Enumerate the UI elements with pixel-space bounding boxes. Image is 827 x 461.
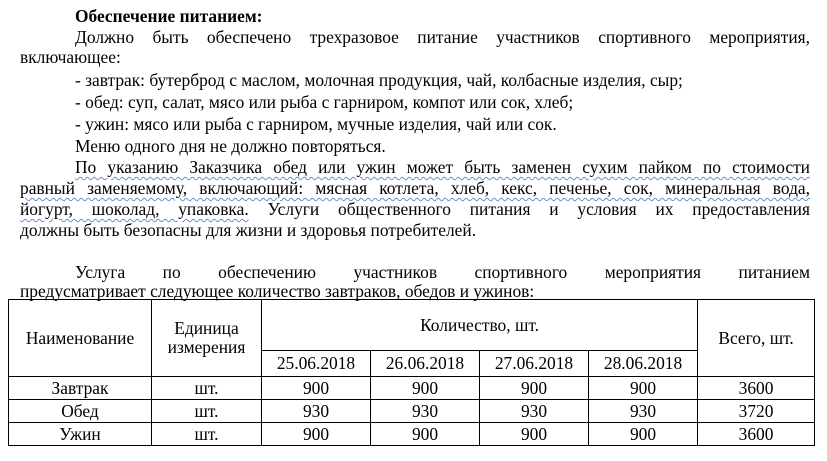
row-name: Обед <box>9 400 152 423</box>
spellcheck-underline: йогурт, шоколад, упаковка. <box>20 199 249 219</box>
menu-note: Меню одного дня не должно повторяться. <box>75 136 386 156</box>
paragraph-text: Услуги общественного питания и условия их предоставления <box>248 199 810 219</box>
row-value: 900 <box>480 377 589 400</box>
row-name: Завтрак <box>9 377 152 400</box>
header-total: Всего, шт. <box>698 300 815 377</box>
spellcheck-underline: По указанию Заказчика обед или ужин может быть заменен сухим пайком по стоимости <box>75 157 810 177</box>
row-unit: шт. <box>152 423 262 446</box>
row-value: 930 <box>589 400 698 423</box>
row-value: 930 <box>371 400 480 423</box>
table-row <box>9 377 815 400</box>
row-total: 3600 <box>698 423 815 446</box>
table-row <box>9 400 815 423</box>
row-name: Ужин <box>9 423 152 446</box>
list-item-dinner: - ужин: мясо или рыба с гарниром, мучные изделия, чай или сок. <box>75 114 557 134</box>
header-date: 27.06.2018 <box>480 351 589 377</box>
paragraph-line <box>20 178 810 198</box>
header-date: 28.06.2018 <box>589 351 698 377</box>
row-value: 900 <box>589 423 698 446</box>
paragraph-line: Услуга по обеспечению участников спортивного мероприятия питанием <box>75 262 810 282</box>
header-name: Наименование <box>9 300 152 377</box>
row-total: 3720 <box>698 400 815 423</box>
paragraph-line: Должно быть обеспечено трехразовое питание участников спортивного мероприятия, <box>75 27 810 47</box>
spellcheck-underline: равный заменяемому, включающий: мясная котлета, хлеб, кекс, печенье, сок, минеральная вода, <box>20 178 810 198</box>
row-value: 930 <box>262 400 371 423</box>
paragraph-line: включающее: <box>20 47 121 67</box>
row-total: 3600 <box>698 377 815 400</box>
paragraph-line <box>20 199 810 219</box>
row-value: 900 <box>371 423 480 446</box>
row-value: 900 <box>480 423 589 446</box>
header-date: 26.06.2018 <box>371 351 480 377</box>
list-item-breakfast: - завтрак: бутерброд с маслом, молочная продукция, чай, колбасные изделия, сыр; <box>75 70 683 90</box>
section-heading: Обеспечение питанием: <box>75 6 263 26</box>
row-value: 900 <box>262 377 371 400</box>
paragraph-line: должны быть безопасны для жизни и здоровья потребителей. <box>20 220 477 240</box>
row-value: 900 <box>262 423 371 446</box>
header-quantity: Количество, шт. <box>262 300 698 351</box>
paragraph-line: предусматривает следующее количество завтраков, обедов и ужинов: <box>20 281 535 301</box>
header-unit: Единица измерения <box>152 300 262 377</box>
row-value: 900 <box>589 377 698 400</box>
row-value: 930 <box>480 400 589 423</box>
list-item-lunch: - обед: суп, салат, мясо или рыба с гарниром, компот или сок, хлеб; <box>75 92 574 112</box>
row-unit: шт. <box>152 377 262 400</box>
row-value: 900 <box>371 377 480 400</box>
header-date: 25.06.2018 <box>262 351 371 377</box>
paragraph-line <box>75 157 810 177</box>
meals-table <box>8 299 815 446</box>
table-row <box>9 423 815 446</box>
row-unit: шт. <box>152 400 262 423</box>
